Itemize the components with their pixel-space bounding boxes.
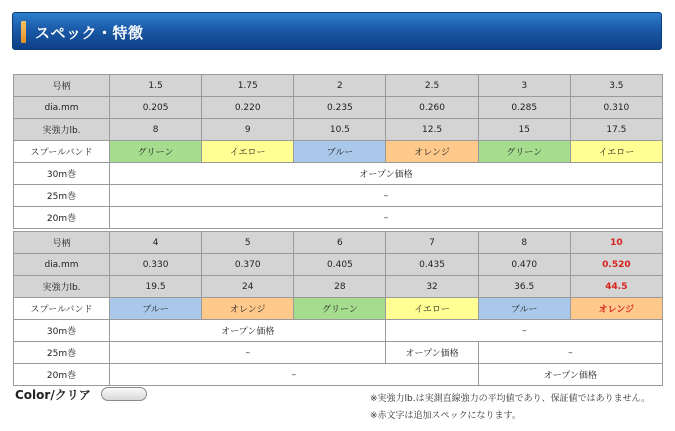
price-cell: オープン価格 <box>110 163 663 185</box>
strength-note: ※実強力lb.は実測直線強力の平均値であり、保証値ではありません。 <box>370 394 651 404</box>
price-cell: – <box>110 185 663 207</box>
section-title: スペック・特徴 <box>35 24 144 42</box>
dia-cell: 0.370 <box>202 254 294 276</box>
dia-cell: 0.205 <box>110 97 202 119</box>
price-cell: – <box>478 342 662 364</box>
size-cell: 6 <box>294 232 386 254</box>
strength-cell: 36.5 <box>478 276 570 298</box>
dia-cell: 0.435 <box>386 254 478 276</box>
dia-cell-added: 0.520 <box>570 254 662 276</box>
size-cell: 5 <box>202 232 294 254</box>
table-row-size <box>14 75 663 97</box>
size-cell: 7 <box>386 232 478 254</box>
table-row-30m <box>14 320 663 342</box>
row-label: dia.mm <box>14 254 110 276</box>
strength-cell: 28 <box>294 276 386 298</box>
price-cell: オープン価格 <box>110 320 386 342</box>
band-cell-yellow: イエロー <box>202 141 294 163</box>
size-cell: 2 <box>294 75 386 97</box>
size-cell: 4 <box>110 232 202 254</box>
strength-cell: 10.5 <box>294 119 386 141</box>
row-label: 実強力lb. <box>14 276 110 298</box>
red-text-note: ※赤文字は追加スペックになります。 <box>370 411 521 421</box>
dia-cell: 0.235 <box>294 97 386 119</box>
row-label: スプールバンド <box>14 141 110 163</box>
clear-color-swatch <box>101 387 147 401</box>
row-label: dia.mm <box>14 97 110 119</box>
strength-cell-added: 44.5 <box>570 276 662 298</box>
size-cell-added: 10 <box>570 232 662 254</box>
dia-cell: 0.285 <box>478 97 570 119</box>
row-label: 号柄 <box>14 232 110 254</box>
row-label: 号柄 <box>14 75 110 97</box>
table-row-dia <box>14 97 663 119</box>
table-row-spool-band <box>14 298 663 320</box>
table-row-25m <box>14 185 663 207</box>
price-cell: – <box>110 207 663 229</box>
price-cell: – <box>386 320 663 342</box>
band-cell-yellow: イエロー <box>570 141 662 163</box>
row-label: 30m巻 <box>14 163 110 185</box>
table-row-strength <box>14 119 663 141</box>
price-cell: オープン価格 <box>386 342 478 364</box>
spec-table-1 <box>13 74 663 229</box>
strength-cell: 8 <box>110 119 202 141</box>
strength-cell: 17.5 <box>570 119 662 141</box>
section-header-bar <box>12 12 662 50</box>
price-cell: – <box>110 364 479 386</box>
price-cell: – <box>110 342 386 364</box>
band-cell-green: グリーン <box>294 298 386 320</box>
strength-cell: 9 <box>202 119 294 141</box>
table-row-size <box>14 232 663 254</box>
size-cell: 3 <box>478 75 570 97</box>
row-label: 20m巻 <box>14 207 110 229</box>
band-cell-blue: ブルー <box>294 141 386 163</box>
dia-cell: 0.330 <box>110 254 202 276</box>
band-cell-orange: オレンジ <box>202 298 294 320</box>
row-label: 20m巻 <box>14 364 110 386</box>
row-label: スプールバンド <box>14 298 110 320</box>
color-label: Color/クリア <box>15 388 91 402</box>
header-accent-marker <box>21 21 26 43</box>
price-cell: オープン価格 <box>478 364 662 386</box>
band-cell-green: グリーン <box>478 141 570 163</box>
strength-cell: 24 <box>202 276 294 298</box>
row-label: 30m巻 <box>14 320 110 342</box>
band-cell-blue: ブルー <box>110 298 202 320</box>
dia-cell: 0.310 <box>570 97 662 119</box>
row-label: 実強力lb. <box>14 119 110 141</box>
spec-table-2 <box>13 231 663 386</box>
band-cell-blue: ブルー <box>478 298 570 320</box>
size-cell: 1.75 <box>202 75 294 97</box>
row-label: 25m巻 <box>14 185 110 207</box>
strength-cell: 15 <box>478 119 570 141</box>
row-label: 25m巻 <box>14 342 110 364</box>
size-cell: 2.5 <box>386 75 478 97</box>
band-cell-orange-added: オレンジ <box>570 298 662 320</box>
table-row-20m <box>14 364 663 386</box>
table-row-25m <box>14 342 663 364</box>
dia-cell: 0.260 <box>386 97 478 119</box>
strength-cell: 12.5 <box>386 119 478 141</box>
table-row-strength <box>14 276 663 298</box>
table-row-20m <box>14 207 663 229</box>
band-cell-green: グリーン <box>110 141 202 163</box>
dia-cell: 0.405 <box>294 254 386 276</box>
size-cell: 1.5 <box>110 75 202 97</box>
band-cell-orange: オレンジ <box>386 141 478 163</box>
table-row-dia <box>14 254 663 276</box>
size-cell: 3.5 <box>570 75 662 97</box>
table-row-30m <box>14 163 663 185</box>
band-cell-yellow: イエロー <box>386 298 478 320</box>
strength-cell: 19.5 <box>110 276 202 298</box>
dia-cell: 0.470 <box>478 254 570 276</box>
strength-cell: 32 <box>386 276 478 298</box>
size-cell: 8 <box>478 232 570 254</box>
dia-cell: 0.220 <box>202 97 294 119</box>
table-row-spool-band <box>14 141 663 163</box>
